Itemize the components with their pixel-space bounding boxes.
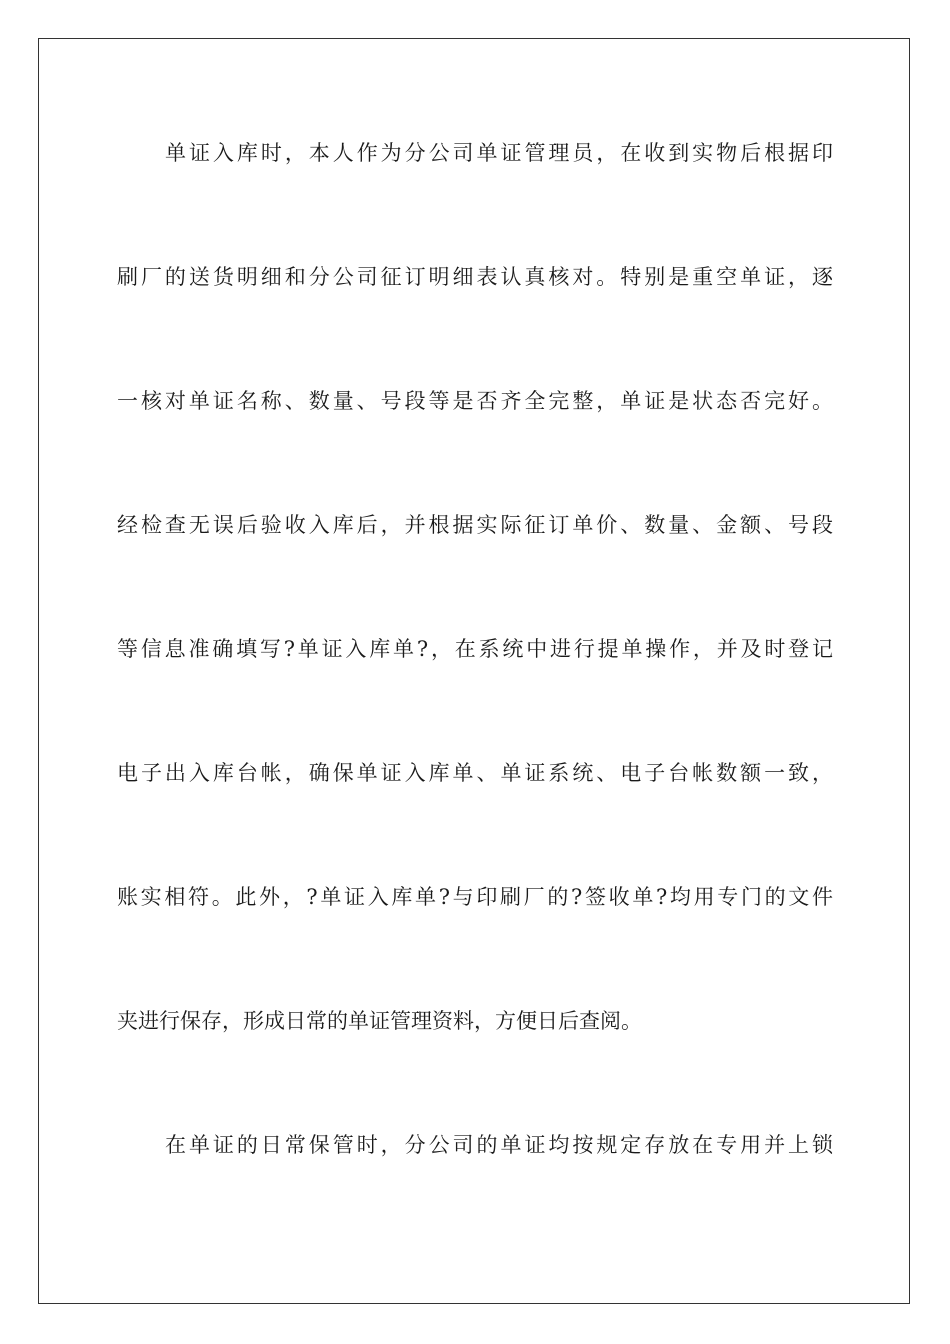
paragraph-1-line-8: 夹进行保存，形成日常的单证管理资料，方便日后查阅。 (117, 1009, 642, 1033)
paragraph-1-line-6: 电子出入库台帐，确保单证入库单、单证系统、电子台帐数额一致， (117, 761, 833, 785)
paragraph-2-line-1: 在单证的日常保管时，分公司的单证均按规定存放在专用并上锁 (165, 1133, 833, 1157)
page-frame (38, 38, 910, 1304)
paragraph-1-line-1: 单证入库时，本人作为分公司单证管理员，在收到实物后根据印 (165, 141, 833, 165)
paragraph-1-line-2: 刷厂的送货明细和分公司征订明细表认真核对。特别是重空单证，逐 (117, 265, 833, 289)
paragraph-1-line-5: 等信息准确填写?单证入库单?，在系统中进行提单操作，并及时登记 (117, 637, 833, 661)
paragraph-1-line-7: 账实相符。此外，?单证入库单?与印刷厂的?签收单?均用专门的文件 (117, 885, 833, 909)
paragraph-1-line-3: 一核对单证名称、数量、号段等是否齐全完整，单证是状态否完好。 (117, 389, 833, 413)
paragraph-1-line-4: 经检查无误后验收入库后，并根据实际征订单价、数量、金额、号段 (117, 513, 833, 537)
